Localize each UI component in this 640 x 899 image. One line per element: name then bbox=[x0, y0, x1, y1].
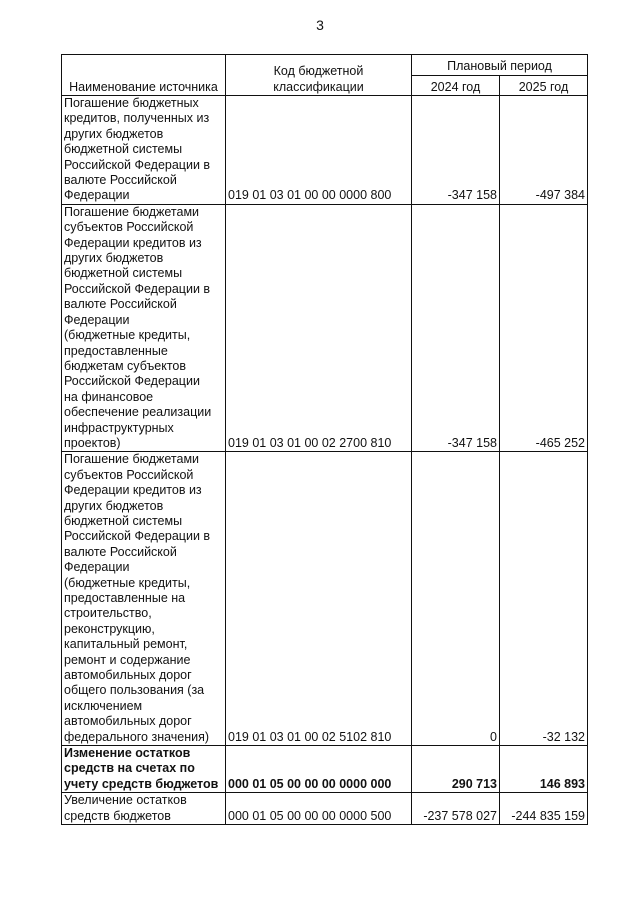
header-year-2024: 2024 год bbox=[412, 75, 500, 96]
row-value-2025: -32 132 bbox=[500, 452, 588, 746]
header-budget-code: Код бюджетной классификации bbox=[226, 55, 412, 96]
row-value-2025: -465 252 bbox=[500, 204, 588, 452]
table-row bbox=[62, 96, 588, 205]
row-budget-code: 019 01 03 01 00 00 0000 800 bbox=[226, 96, 412, 205]
row-value-2024: -347 158 bbox=[412, 204, 500, 452]
sources-table bbox=[61, 54, 588, 825]
row-budget-code: 019 01 03 01 00 02 2700 810 bbox=[226, 204, 412, 452]
row-source-name: Увеличение остатков средств бюджетов bbox=[62, 793, 226, 825]
table-row bbox=[62, 204, 588, 452]
row-budget-code: 019 01 03 01 00 02 5102 810 bbox=[226, 452, 412, 746]
page-number: 3 bbox=[316, 17, 324, 33]
row-value-2025: -244 835 159 bbox=[500, 793, 588, 825]
header-row bbox=[62, 55, 588, 76]
table-row bbox=[62, 746, 588, 793]
header-planning-period: Плановый период bbox=[412, 55, 588, 76]
row-value-2024: -347 158 bbox=[412, 96, 500, 205]
table-row bbox=[62, 452, 588, 746]
row-source-name: Изменение остатков средств на счетах по учету средств бюджетов bbox=[62, 746, 226, 793]
table-row bbox=[62, 793, 588, 825]
row-source-name: Погашение бюджетами субъектов Российской Федерации кредитов из других бюджетов бюджетной системы Российской Федерации в валюте Российской Федерации (бюджетные кредиты, предоставленные бюджетам субъектов Российской Федерации на финансовое обеспечение реализации инфраструктурных проектов) bbox=[62, 204, 226, 452]
header-source-name: Наименование источника bbox=[62, 55, 226, 96]
row-value-2024: 0 bbox=[412, 452, 500, 746]
row-source-name: Погашение бюджетами субъектов Российской Федерации кредитов из других бюджетов бюджетной системы Российской Федерации в валюте Российской Федерации (бюджетные кредиты, предоставленные на строительство, реконструкцию, капитальный ремонт, ремонт и содержание автомобильных дорог общего пользования (за исключением автомобильных дорог федерального значения) bbox=[62, 452, 226, 746]
row-budget-code: 000 01 05 00 00 00 0000 000 bbox=[226, 746, 412, 793]
header-year-2025: 2025 год bbox=[500, 75, 588, 96]
row-source-name: Погашение бюджетных кредитов, полученных из других бюджетов бюджетной системы Российской Федерации в валюте Российской Федерации bbox=[62, 96, 226, 205]
row-value-2025: -497 384 bbox=[500, 96, 588, 205]
row-budget-code: 000 01 05 00 00 00 0000 500 bbox=[226, 793, 412, 825]
row-value-2024: 290 713 bbox=[412, 746, 500, 793]
row-value-2025: 146 893 bbox=[500, 746, 588, 793]
row-value-2024: -237 578 027 bbox=[412, 793, 500, 825]
